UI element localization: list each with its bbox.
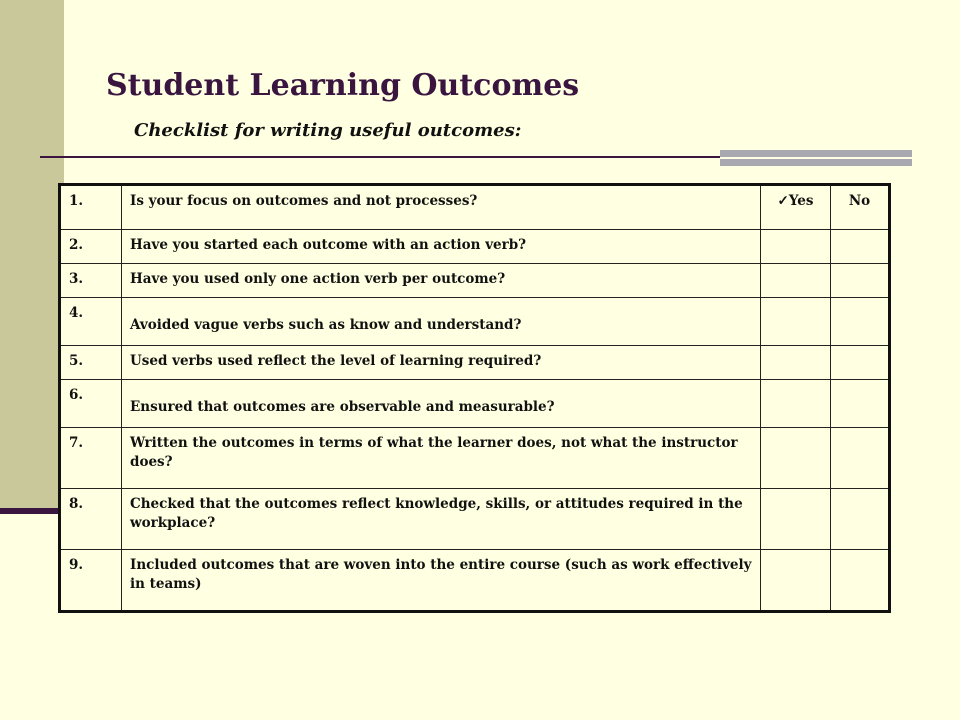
side-bar-decoration	[0, 0, 64, 510]
row-number: 5.	[60, 346, 122, 380]
table-row	[60, 346, 890, 380]
table-row	[60, 489, 890, 550]
no-cell[interactable]	[831, 346, 890, 380]
question-text: Checked that the outcomes reflect knowledge, skills, or attitudes required in the workplace?	[122, 489, 761, 550]
yes-cell[interactable]	[761, 230, 831, 264]
question-text: Is your focus on outcomes and not processes?	[122, 185, 761, 230]
yes-cell[interactable]	[761, 489, 831, 550]
yes-cell[interactable]	[761, 380, 831, 428]
row-number: 7.	[60, 428, 122, 489]
yes-column-header: ✓Yes	[761, 185, 831, 230]
row-number: 9.	[60, 550, 122, 612]
row-number: 4.	[60, 298, 122, 346]
table-row	[60, 185, 890, 230]
no-cell[interactable]	[831, 380, 890, 428]
side-bar-accent	[0, 508, 64, 514]
question-text: Ensured that outcomes are observable and measurable?	[122, 380, 761, 428]
question-text: Avoided vague verbs such as know and understand?	[122, 298, 761, 346]
title-divider-accent	[720, 150, 912, 166]
row-number: 6.	[60, 380, 122, 428]
row-number: 3.	[60, 264, 122, 298]
table-row	[60, 428, 890, 489]
no-cell[interactable]	[831, 298, 890, 346]
yes-cell[interactable]	[761, 428, 831, 489]
question-text: Written the outcomes in terms of what the learner does, not what the instructor does?	[122, 428, 761, 489]
outcomes-checklist-table	[58, 183, 891, 613]
no-cell[interactable]	[831, 489, 890, 550]
table-row	[60, 298, 890, 346]
table-row	[60, 550, 890, 612]
title-divider	[40, 156, 720, 158]
question-text: Have you used only one action verb per outcome?	[122, 264, 761, 298]
row-number: 2.	[60, 230, 122, 264]
row-number: 8.	[60, 489, 122, 550]
question-text: Have you started each outcome with an action verb?	[122, 230, 761, 264]
no-cell[interactable]	[831, 264, 890, 298]
slide-subtitle: Checklist for writing useful outcomes:	[134, 120, 522, 141]
no-cell[interactable]	[831, 230, 890, 264]
question-text: Included outcomes that are woven into the entire course (such as work effectively in teams)	[122, 550, 761, 612]
table-row	[60, 380, 890, 428]
yes-cell[interactable]	[761, 550, 831, 612]
row-number: 1.	[60, 185, 122, 230]
yes-cell[interactable]	[761, 346, 831, 380]
table-row	[60, 264, 890, 298]
no-cell[interactable]	[831, 550, 890, 612]
table-row	[60, 230, 890, 264]
no-cell[interactable]	[831, 428, 890, 489]
slide-title: Student Learning Outcomes	[106, 68, 580, 103]
no-column-header: No	[831, 185, 890, 230]
question-text: Used verbs used reflect the level of learning required?	[122, 346, 761, 380]
yes-cell[interactable]	[761, 264, 831, 298]
yes-cell[interactable]	[761, 298, 831, 346]
